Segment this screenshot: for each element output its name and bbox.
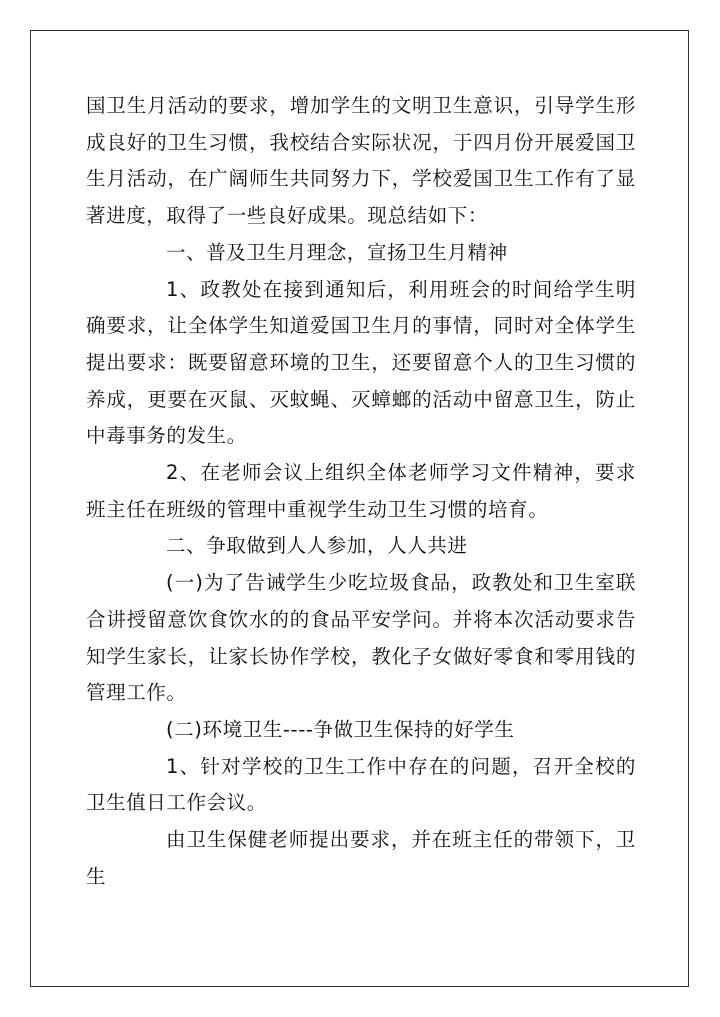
paragraph-intro: 国卫生月活动的要求，增加学生的文明卫生意识，引导学生形成良好的卫生习惯，我校结合实际状况，于四月份开展爱国卫生月活动，在广阔师生共同努力下，学校爱国卫生工作有了显著进度，取得了一些良好成果。现总结如下： (86, 94, 636, 228)
paragraph-subsection-1: (一)为了告诫学生少吃垃圾食品，政教处和卫生室联合讲授留意饮食饮水的的食品平安学问。并将本次活动要求告知学生家长，让家长协作学校，教化子女做好零食和零用钱的管理工作。 (86, 571, 636, 705)
paragraph-item-2: 2、在老师会议上组织全体老师学习文件精神，要求班主任在班级的管理中重视学生动卫生习惯的培育。 (86, 461, 636, 521)
paragraph-final: 由卫生保健老师提出要求，并在班主任的带领下，卫生 (86, 828, 636, 888)
paragraph-item-3: 1、针对学校的卫生工作中存在的问题，召开全校的卫生值日工作会议。 (86, 754, 636, 815)
section-heading-2: 二、争取做到人人参加，人人共进 (166, 534, 468, 558)
subsection-heading-2: (二)环境卫生----争做卫生保持的好学生 (166, 717, 515, 741)
document-body (86, 88, 636, 895)
paragraph-item-1: 1、政教处在接到通知后，利用班会的时间给学生明确要求，让全体学生知道爱国卫生月的事情，同时对全体学生提出要求：既要留意环境的卫生，还要留意个人的卫生习惯的养成，更要在灭鼠、灭蚊蝇、灭蟑螂的活动中留意卫生，防止中毒事务的发生。 (86, 277, 636, 448)
section-heading-1: 一、普及卫生月理念，宣扬卫生月精神 (166, 240, 508, 264)
